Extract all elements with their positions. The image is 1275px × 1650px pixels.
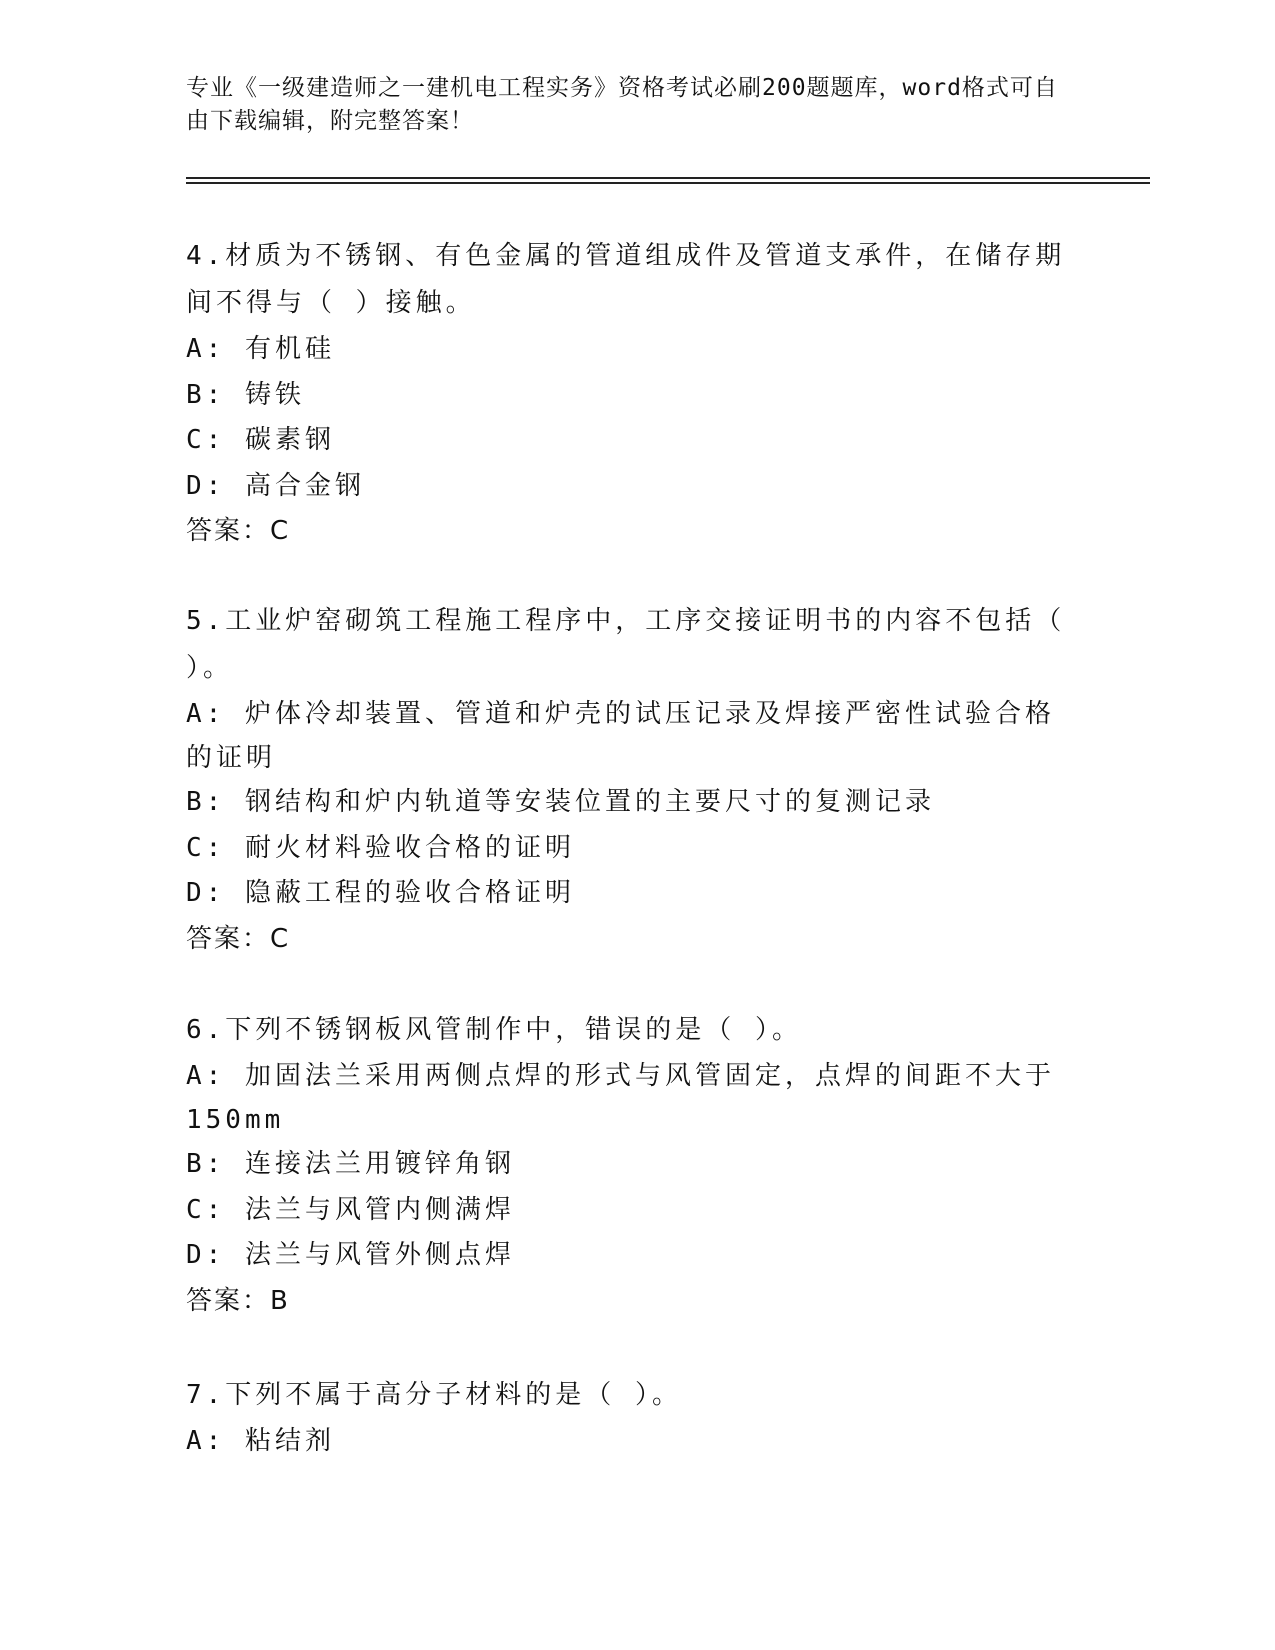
option-c: C: 碳素钢 bbox=[186, 425, 335, 455]
question-4 bbox=[186, 233, 1076, 554]
answer-line: 答案：B bbox=[186, 1285, 290, 1316]
option-d: D: 高合金钢 bbox=[186, 470, 365, 501]
question-6 bbox=[186, 1007, 1076, 1324]
option-c: C: 法兰与风管内侧满焊 bbox=[186, 1194, 515, 1225]
option-d: D: 隐蔽工程的验收合格证明 bbox=[186, 878, 575, 908]
option-a: A: 炉体冷却装置、管道和炉壳的试压记录及焊接严密性试验合格的证明 bbox=[186, 699, 1055, 773]
header-divider-top bbox=[186, 177, 1150, 179]
option-b: B: 铸铁 bbox=[186, 379, 305, 410]
question-stem: 4.材质为不锈钢、有色金属的管道组成件及管道支承件，在储存期间不得与（ ）接触。 bbox=[186, 241, 1066, 318]
answer-line: 答案：C bbox=[186, 516, 291, 546]
option-b: B: 连接法兰用镀锌角钢 bbox=[186, 1149, 515, 1179]
option-c: C: 耐火材料验收合格的证明 bbox=[186, 832, 575, 863]
option-b: B: 钢结构和炉内轨道等安装位置的主要尺寸的复测记录 bbox=[186, 787, 935, 817]
question-5 bbox=[186, 598, 1085, 962]
option-a: A: 加固法兰采用两侧点焊的形式与风管固定，点焊的间距不大于150mm bbox=[186, 1061, 1055, 1135]
question-stem: 6.下列不锈钢板风管制作中，错误的是（ ）。 bbox=[186, 1015, 802, 1045]
answer-line: 答案：C bbox=[186, 923, 291, 954]
header-divider-bottom bbox=[186, 182, 1150, 184]
option-a: A: 粘结剂 bbox=[186, 1426, 335, 1456]
question-stem: 7.下列不属于高分子材料的是（ ）。 bbox=[186, 1380, 682, 1410]
question-7 bbox=[186, 1372, 1076, 1465]
option-a: A: 有机硅 bbox=[186, 334, 335, 364]
option-d: D: 法兰与风管外侧点焊 bbox=[186, 1240, 515, 1270]
question-stem: 5.工业炉窑砌筑工程施工程序中，工序交接证明书的内容不包括（ ）。 bbox=[186, 606, 1085, 683]
document-header: 专业《一级建造师之一建机电工程实务》资格考试必刷200题题库，word格式可自由下载编辑，附完整答案！ bbox=[186, 75, 1058, 134]
